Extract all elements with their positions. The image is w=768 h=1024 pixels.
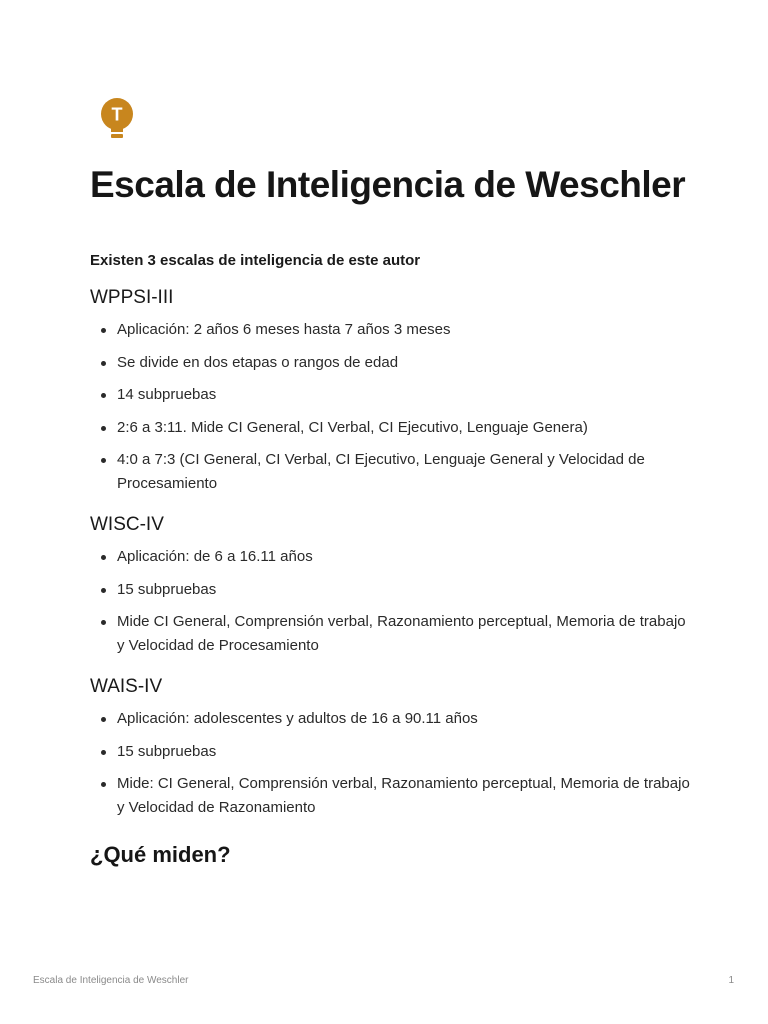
section-title: WISC-IV	[90, 514, 164, 535]
list-item: Mide: CI General, Comprensión verbal, Razonamiento perceptual, Memoria de trabajo y Velocidad de Razonamiento	[90, 772, 690, 820]
footer-page-number: 1	[728, 975, 734, 986]
bullet-list	[90, 545, 690, 658]
section-title: WPPSI-III	[90, 287, 174, 308]
section-wisc	[90, 514, 690, 658]
list-item: 15 subpruebas	[90, 740, 690, 764]
section-title: WAIS-IV	[90, 676, 163, 697]
next-section-heading: ¿Qué miden?	[90, 842, 231, 867]
lightbulb-t-icon	[100, 96, 134, 144]
lightbulb-t-icon-graphic	[100, 96, 134, 144]
document-page	[90, 96, 690, 868]
list-item: Aplicación: 2 años 6 meses hasta 7 años 3 meses	[90, 318, 690, 342]
section-wais	[90, 676, 690, 820]
list-item: 15 subpruebas	[90, 578, 690, 602]
list-item: Se divide en dos etapas o rangos de edad	[90, 351, 690, 375]
list-item: 2:6 a 3:11. Mide CI General, CI Verbal, CI Ejecutivo, Lenguaje Genera)	[90, 416, 690, 440]
logo-letter: T	[111, 104, 123, 125]
list-item: Aplicación: adolescentes y adultos de 16 a 90.11 años	[90, 707, 690, 731]
list-item: Mide CI General, Comprensión verbal, Razonamiento perceptual, Memoria de trabajo y Velocidad de Procesamiento	[90, 610, 690, 658]
bullet-list	[90, 318, 690, 496]
footer-document-title: Escala de Inteligencia de Weschler	[33, 975, 189, 986]
list-item: Aplicación: de 6 a 16.11 años	[90, 545, 690, 569]
list-item: 4:0 a 7:3 (CI General, CI Verbal, CI Ejecutivo, Lenguaje General y Velocidad de Procesamiento	[90, 448, 690, 496]
intro-text: Existen 3 escalas de inteligencia de este autor	[90, 252, 421, 269]
bullet-list	[90, 707, 690, 820]
section-wppsi	[90, 287, 690, 496]
list-item: 14 subpruebas	[90, 383, 690, 407]
page-title: Escala de Inteligencia de Weschler	[90, 164, 686, 205]
